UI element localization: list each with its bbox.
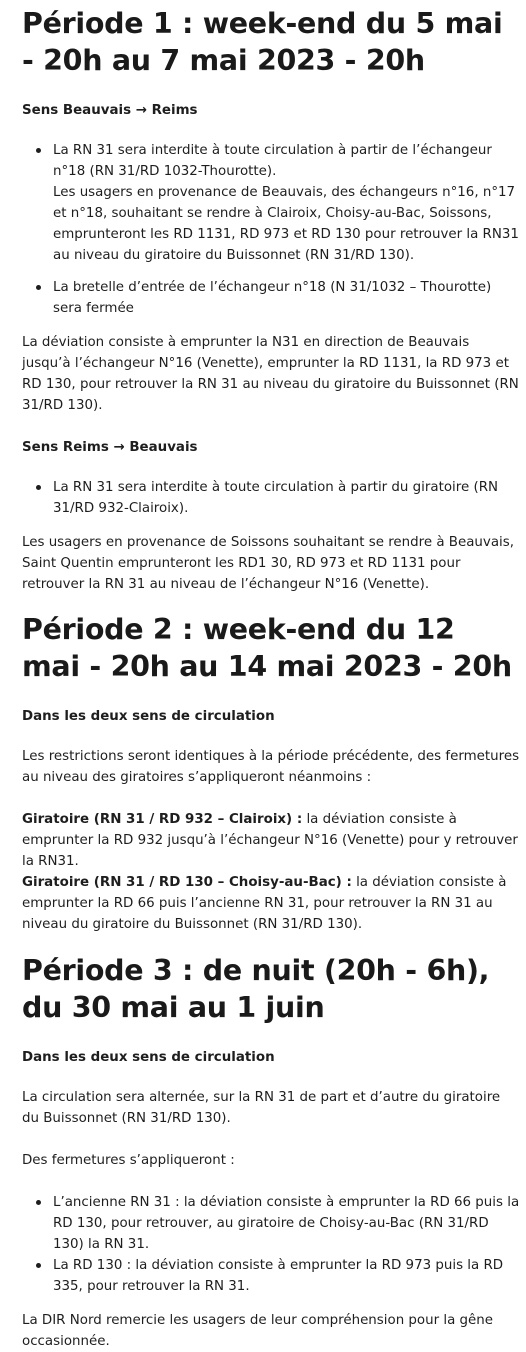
list-item (53, 1192, 520, 1255)
list-item (53, 140, 520, 266)
periode-1-list (22, 140, 520, 319)
usagers-paragraph: Les usagers en provenance de Soissons souhaitant se rendre à Beauvais, Saint Quentin emprunteront les RD1 30, RD 973 et RD 1131 pour retrouver la RN 31 au niveau de l’échangeur N°16 (Venette). (22, 535, 514, 592)
periode-3-title: Période 3 : de nuit (20h - 6h), du 30 mai au 1 juin (22, 954, 490, 1024)
giratoire-choisy-text: la déviation consiste à emprunter la RD 66 puis l’ancienne RN 31, pour retrouver la RN 31 au niveau du giratoire du Buissonnet (RN 31/RD 130). (22, 875, 507, 932)
list-item-text: La bretelle d’entrée de l’échangeur n°18 (N 31/1032 – Thourotte) sera fermée (53, 280, 492, 316)
restrictions-paragraph: Les restrictions seront identiques à la période précédente, des fermetures au niveau des giratoires s’appliqueront néanmoins : (22, 749, 520, 785)
giratoire-choisy-label: Giratoire (RN 31 / RD 130 – Choisy-au-Bac) : (22, 875, 352, 890)
remerciement-paragraph: La DIR Nord remercie les usagers de leur compréhension pour la gêne occasionnée. (22, 1313, 494, 1349)
deviation-paragraph: La déviation consiste à emprunter la N31 en direction de Beauvais jusqu’à l’échangeur N°16 (Venette), emprunter la RD 1131, la RD 973 et RD 130, pour retrouver la RN 31 au niveau du giratoire du Buissonnet (RN 31/RD 130). (22, 335, 519, 413)
alternee-paragraph: La circulation sera alternée, sur la RN 31 de part et d’autre du giratoire du Buissonnet (RN 31/RD 130). (22, 1090, 501, 1126)
list-item-text: La RN 31 sera interdite à toute circulation à partir du giratoire (RN 31/RD 932-Clairoix). (53, 480, 499, 516)
giratoire-clairoix-text: la déviation consiste à emprunter la RD 932 jusqu’à l’échangeur N°16 (Venette) pour y retrouver la RN31. (22, 812, 518, 869)
deux-sens-heading: Dans les deux sens de circulation (22, 709, 275, 724)
fermetures-paragraph: Des fermetures s’appliqueront : (22, 1153, 235, 1168)
list-item-text: L’ancienne RN 31 : la déviation consiste à emprunter la RD 66 puis la RD 130, pour retrouver, au giratoire de Choisy-au-Bac (RN 31/RD 130) la RN 31. (53, 1195, 520, 1252)
list-item-text: Les usagers en provenance de Beauvais, des échangeurs n°16, n°17 et n°18, souhaitant se rendre à Clairoix, Choisy-au-Bac, Soissons, emprunteront les RD 1131, RD 973 et RD 130 pour retrouver la RN31 au niveau du giratoire du Buissonnet (RN 31/RD 130). (53, 185, 519, 263)
list-item (53, 1255, 520, 1297)
periode-2-title: Période 2 : week-end du 12 mai - 20h au 14 mai 2023 - 20h (22, 613, 512, 683)
list-item (53, 477, 520, 519)
deux-sens-heading-3: Dans les deux sens de circulation (22, 1050, 275, 1065)
periode-1-title: Période 1 : week-end du 5 mai - 20h au 7 mai 2023 - 20h (22, 7, 503, 77)
giratoires-paragraph (22, 809, 520, 935)
list-item (53, 277, 520, 319)
sens-beauvais-reims-heading: Sens Beauvais → Reims (22, 103, 198, 118)
list-item-text: La RD 130 : la déviation consiste à emprunter la RD 973 puis la RD 335, pour retrouver la RN 31. (53, 1258, 504, 1294)
periode-1-list-2 (22, 477, 520, 519)
giratoire-clairoix-label: Giratoire (RN 31 / RD 932 – Clairoix) : (22, 812, 303, 827)
sens-reims-beauvais-heading: Sens Reims → Beauvais (22, 440, 198, 455)
list-item-text: La RN 31 sera interdite à toute circulation à partir de l’échangeur n°18 (RN 31/RD 1032-Thourotte). (53, 143, 492, 179)
periode-3-list (22, 1192, 520, 1297)
